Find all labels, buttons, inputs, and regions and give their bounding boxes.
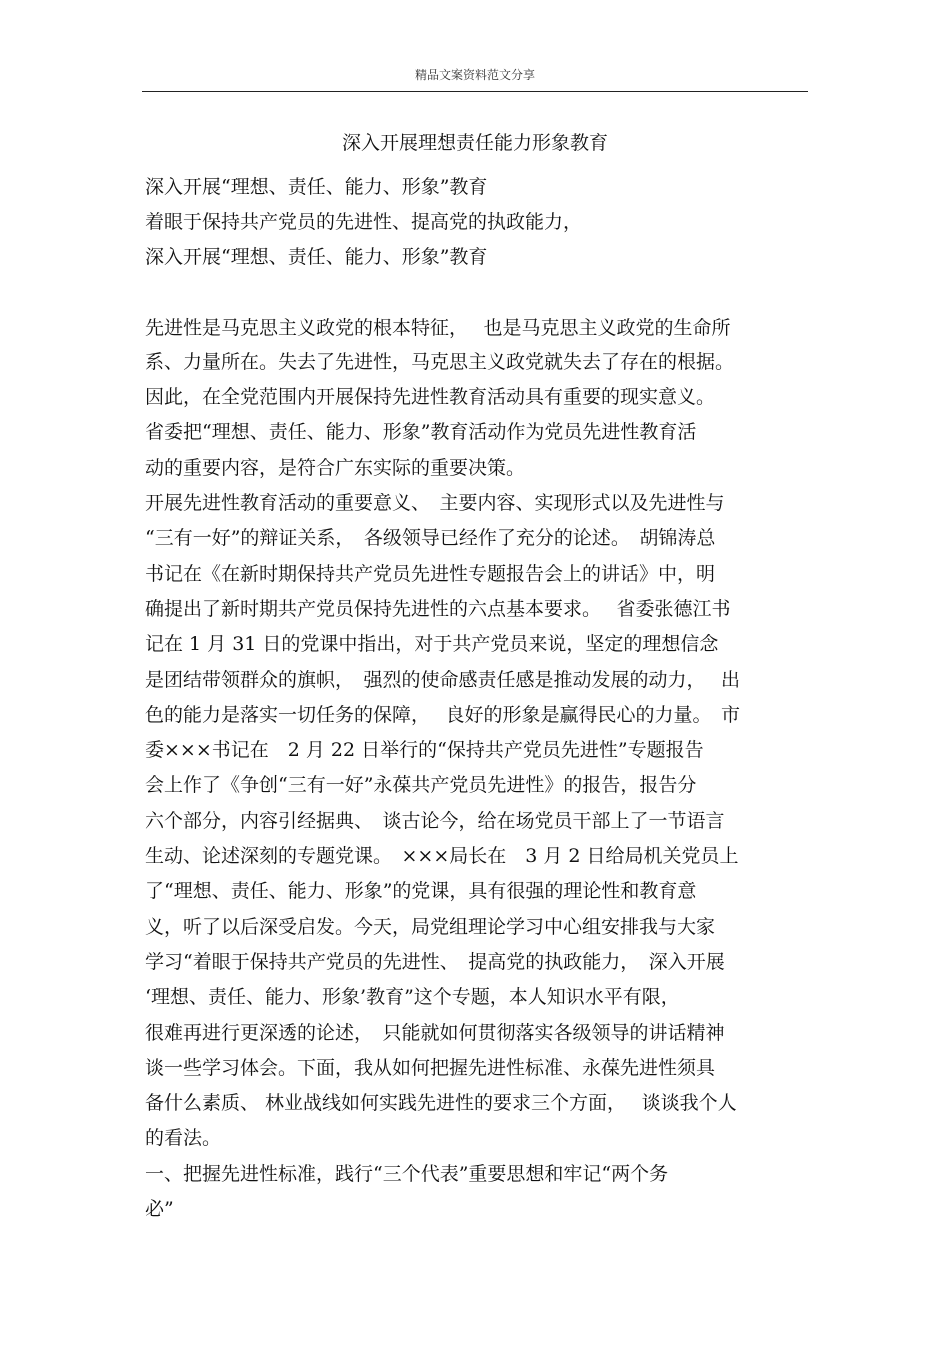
body-line: 色的能力是落实一切任务的保障， 良好的形象是赢得民心的力量。 市 — [145, 704, 741, 726]
body-line: 是团结带领群众的旗帜， 强烈的使命感责任感是推动发展的动力， 出 — [145, 669, 741, 691]
body-line: 记在 1 月 31 日的党课中指出，对于共产党员来说，坚定的理想信念 — [145, 633, 719, 655]
body-line: 动的重要内容，是符合广东实际的重要决策。 — [145, 457, 526, 479]
body-line: 的看法。 — [145, 1127, 222, 1149]
intro-line: 着眼于保持共产党员的先进性、提高党的执政能力， — [145, 211, 583, 233]
body-line: 因此，在全党范围内开展保持先进性教育活动具有重要的现实意义。 — [145, 386, 716, 408]
body-line: 开展先进性教育活动的重要意义、 主要内容、实现形式以及先进性与 — [145, 492, 725, 514]
body-line: 确提出了新时期共产党员保持先进性的六点基本要求。 省委张德江书 — [145, 598, 731, 620]
body-line: 义，听了以后深受启发。今天，局党组理论学习中心组安排我与大家 — [145, 916, 716, 938]
intro-line: 深入开展“理想、责任、能力、形象”教育 — [145, 246, 488, 268]
body-line: “三有一好”的辩证关系， 各级领导已经作了充分的论述。 胡锦涛总 — [145, 527, 716, 549]
body-line: 六个部分，内容引经据典、 谈古论今，给在场党员干部上了一节语言 — [145, 810, 725, 832]
body-line: 生动、论述深刻的专题党课。 ×××局长在 3 月 2 日给局机关党员上 — [145, 845, 739, 867]
document-title: 深入开展理想责任能力形象教育 — [341, 132, 608, 154]
page-header: 精品文案资料范文分享 — [414, 68, 535, 82]
section-heading: 一、把握先进性标准，践行“三个代表”重要思想和牢记“两个务 — [145, 1163, 669, 1185]
body-line: ‘理想、责任、能力、形象’教育”这个专题，本人知识水平有限， — [145, 986, 680, 1008]
body-line: 先进性是马克思主义政党的根本特征， 也是马克思主义政党的生命所 — [145, 317, 731, 339]
body-line: 系、力量所在。失去了先进性，马克思主义政党就失去了存在的根据。 — [145, 351, 735, 373]
body-line: 委×××书记在 2 月 22 日举行的“保持共产党员先进性”专题报告 — [145, 739, 704, 761]
body-line: 书记在《在新时期保持共产党员先进性专题报告会上的讲话》中，明 — [145, 563, 716, 585]
section-heading: 必” — [145, 1198, 174, 1220]
body-line: 学习“着眼于保持共产党员的先进性、 提高党的执政能力， 深入开展 — [145, 951, 725, 973]
body-line: 备什么素质、 林业战线如何实践先进性的要求三个方面， 谈谈我个人 — [145, 1092, 737, 1114]
body-line: 很难再进行更深透的论述， 只能就如何贯彻落实各级领导的讲话精神 — [145, 1022, 725, 1044]
body-line: 了“理想、责任、能力、形象”的党课，具有很强的理论性和教育意 — [145, 880, 697, 902]
intro-line: 深入开展“理想、责任、能力、形象”教育 — [145, 176, 488, 198]
header-divider — [142, 91, 808, 92]
body-line: 会上作了《争创“三有一好”永葆共产党员先进性》的报告，报告分 — [145, 774, 697, 796]
body-line: 省委把“理想、责任、能力、形象”教育活动作为党员先进性教育活 — [145, 421, 697, 443]
body-line: 谈一些学习体会。下面，我从如何把握先进性标准、永葆先进性须具 — [145, 1057, 716, 1079]
